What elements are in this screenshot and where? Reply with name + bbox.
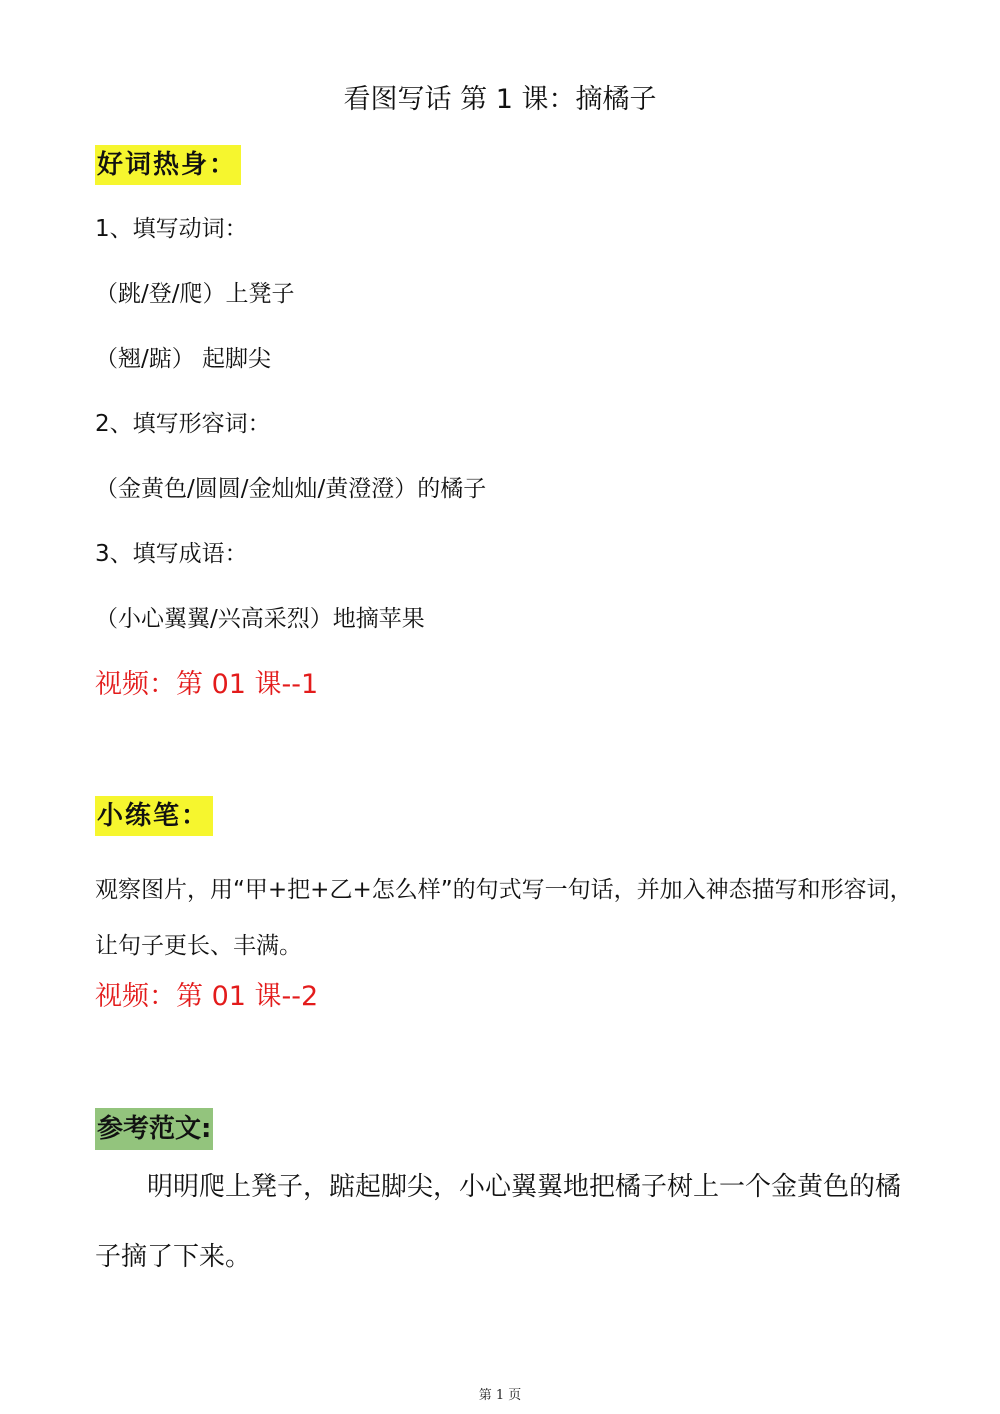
question-1-line-2: （翘/踮） 起脚尖 bbox=[95, 346, 272, 372]
question-2: 2、填写形容词： bbox=[95, 411, 271, 437]
video-link-2[interactable]: 视频：第 01 课--2 bbox=[95, 981, 319, 1012]
reference-text: 明明爬上凳子，踮起脚尖，小心翼翼地把橘子树上一个金黄色的橘子摘了下来。 bbox=[95, 1172, 902, 1272]
question-1-line-1: （跳/登/爬）上凳子 bbox=[95, 281, 295, 307]
video-link-1[interactable]: 视频：第 01 课--1 bbox=[95, 669, 319, 700]
question-1: 1、填写动词： bbox=[95, 216, 248, 242]
question-3-line-1: （小心翼翼/兴高采烈）地摘苹果 bbox=[95, 606, 425, 632]
question-3: 3、填写成语： bbox=[95, 541, 248, 567]
practice-heading: 小练笔： bbox=[95, 796, 213, 836]
warmup-heading: 好词热身： bbox=[95, 145, 241, 185]
warmup-section bbox=[95, 145, 241, 185]
practice-section bbox=[95, 796, 213, 836]
page-number: 第 1 页 bbox=[478, 1388, 522, 1403]
question-2-line-1: （金黄色/圆圆/金灿灿/黄澄澄）的橘子 bbox=[95, 476, 487, 502]
page-title: 看图写话 第 1 课：摘橘子 bbox=[343, 84, 657, 115]
reference-heading: 参考范文: bbox=[95, 1108, 213, 1150]
practice-prompt: 观察图片，用“甲+把+乙+怎么样”的句式写一句话，并加入神态描写和形容词，让句子更长、丰满。 bbox=[95, 877, 913, 959]
reference-section bbox=[95, 1108, 213, 1150]
